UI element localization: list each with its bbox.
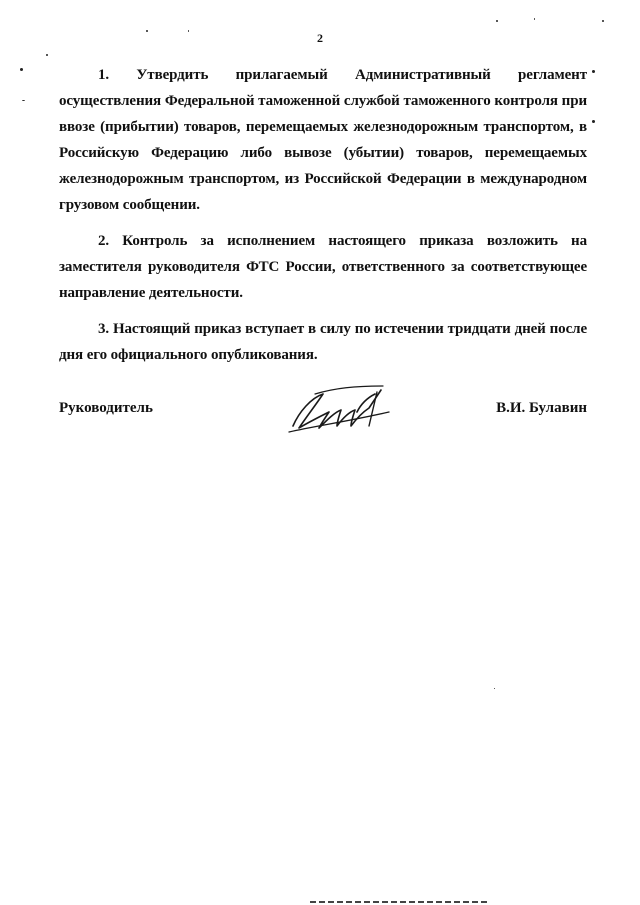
scan-speck: [20, 68, 23, 71]
scan-speck: [534, 18, 535, 20]
scan-speck: [496, 20, 498, 22]
scan-speck: [46, 54, 48, 56]
signature-block: [59, 382, 587, 442]
page-number: 2: [317, 31, 323, 45]
scan-speck: [22, 100, 25, 101]
paragraph-control: 2. Контроль за исполнением настоящего приказа возложить на заместителя руководителя ФТС России, ответственного за соответствующее направление деятельности.: [59, 233, 587, 301]
scan-speck: [494, 688, 495, 689]
scan-speck: [602, 20, 604, 22]
scan-speck: [592, 70, 595, 73]
scan-speck: [188, 30, 189, 32]
scan-speck: [592, 120, 595, 123]
scan-speck: [146, 30, 148, 32]
handwritten-signature-icon: [285, 382, 395, 438]
document-body: [59, 62, 587, 378]
paragraph-approve-regulation: 1. Утвердить прилагаемый Административный регламент осуществления Федеральной таможенной службой таможенного контроля при ввозе (прибытии) товаров, перемещаемых железнодорожным транспортом, в Российскую Федерацию либо вывозе (убытии) товаров, перемещаемых железнодорожным транспортом, из Российской Федерации в международном грузовом сообщении.: [59, 67, 587, 213]
paragraph-effective-date: 3. Настоящий приказ вступает в силу по истечении тридцати дней после дня его официального опубликования.: [59, 321, 587, 363]
signatory-name: В.И. Булавин: [496, 400, 587, 416]
signatory-position: Руководитель: [59, 400, 153, 416]
scan-edge-line: [310, 901, 490, 903]
